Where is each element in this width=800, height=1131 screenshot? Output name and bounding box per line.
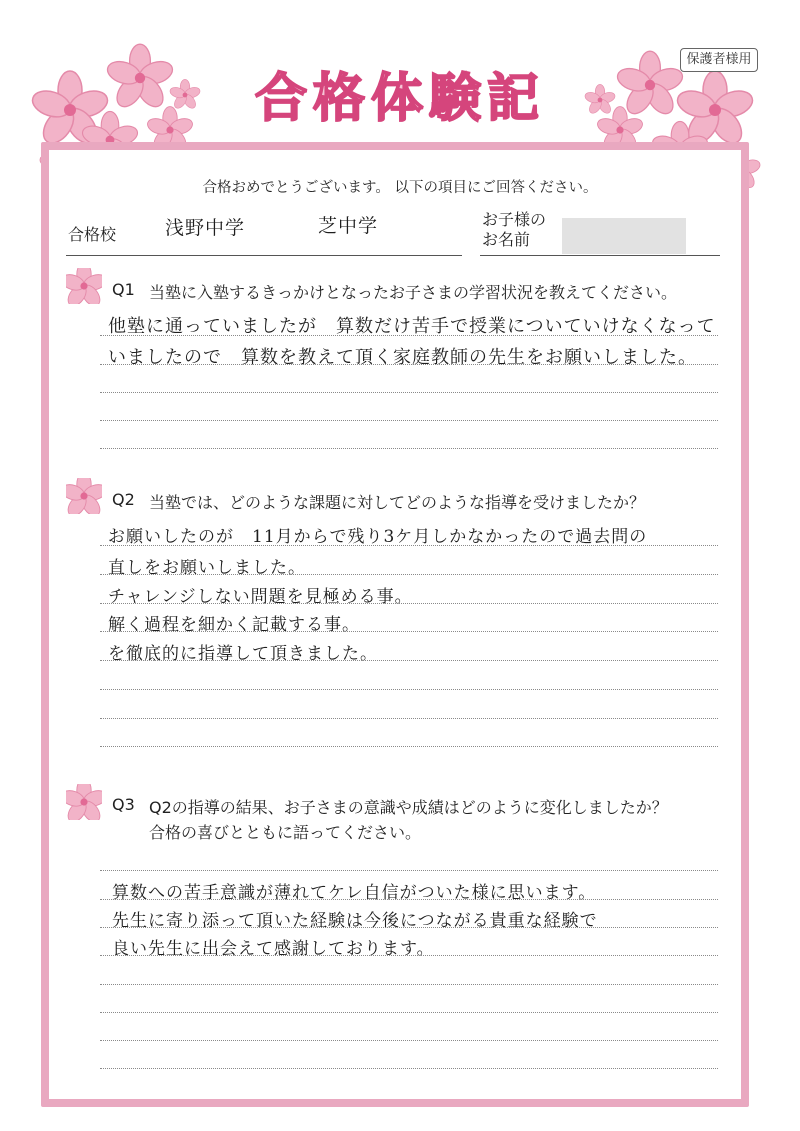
q3-rule-6 (100, 1012, 718, 1013)
q2-flower-icon (66, 478, 102, 514)
q1-rule-3 (100, 392, 718, 393)
q2-rule-6 (100, 689, 718, 690)
q3-rule-7 (100, 1040, 718, 1041)
q2-question: 当塾では、どのような課題に対してどのような指導を受けましたか？ (149, 493, 646, 512)
q1-rule-2 (100, 364, 718, 365)
q3-rule-2 (100, 899, 718, 900)
q2-answer-line-4: 解く過程を細かく記載する事。 (108, 615, 360, 635)
q3-rule-5 (100, 984, 718, 985)
q1-number: Q1 (112, 280, 135, 299)
q3-question-line-1: Q2の指導の結果、お子さまの意識や成績はどのように変化しましたか？ (149, 798, 668, 817)
q3-rule-3 (100, 927, 718, 928)
school-value-1: 浅野中学 (165, 217, 246, 239)
school-underline (66, 255, 462, 256)
guardian-use-badge: 保護者様用 (680, 48, 758, 72)
q3-answer-line-1: 算数への苦手意識が薄れてケレ自信がついた様に思います。 (112, 883, 597, 903)
q3-number: Q3 (112, 795, 135, 814)
q1-flower-icon (66, 268, 102, 304)
q2-rule-7 (100, 718, 718, 719)
q1-rule-5 (100, 448, 718, 449)
school-value-2: 芝中学 (318, 215, 379, 237)
q1-question: 当塾に入塾するきっかけとなったお子さまの学習状況を教えてください。 (149, 283, 678, 302)
school-label: 合格校 (68, 225, 117, 244)
name-underline (480, 255, 720, 256)
q1-answer-line-2: いましたので 算数を教えて頂く家庭教師の先生をお願いしました。 (108, 347, 697, 368)
q3-rule-4 (100, 955, 718, 956)
q2-rule-8 (100, 746, 718, 747)
q2-number: Q2 (112, 490, 135, 509)
q3-answer-line-3: 良い先生に出会えて感謝しております。 (112, 939, 435, 959)
q2-rule-3 (100, 603, 718, 604)
q2-answer-line-1: お願いしたのが 11月からで残り3ケ月しかなかったので過去問の (108, 527, 648, 547)
q2-answer-line-2: 直しをお願いしました。 (108, 558, 306, 578)
q2-rule-2 (100, 574, 718, 575)
q3-rule-8 (100, 1068, 718, 1069)
q1-rule-4 (100, 420, 718, 421)
q3-flower-icon (66, 784, 102, 820)
q2-answer-line-3: チャレンジしない問題を見極める事。 (108, 587, 413, 607)
q1-rule-1 (100, 335, 718, 336)
q1-answer-line-1: 他塾に通っていましたが 算数だけ苦手で授業についていけなくなって (108, 316, 716, 337)
redacted-name (562, 218, 686, 254)
q2-rule-1 (100, 545, 718, 546)
q3-rule-1 (100, 870, 718, 871)
q2-rule-5 (100, 660, 718, 661)
q3-question-line-2: 合格の喜びとともに語ってください。 (149, 823, 422, 842)
intro-text: 合格おめでとうございます。 以下の項目にご回答ください。 (202, 180, 598, 196)
q2-rule-4 (100, 631, 718, 632)
child-name-label (482, 210, 546, 250)
q3-answer-line-2: 先生に寄り添って頂いた経験は今後につながる貴重な経験で (112, 911, 598, 931)
child-name-label-line2: お名前 (482, 230, 531, 249)
page-title: 合格体験記 (254, 68, 545, 129)
q2-answer-line-5: を徹底的に指導して頂きました。 (108, 644, 378, 664)
child-name-label-line1: お子様の (482, 210, 547, 229)
